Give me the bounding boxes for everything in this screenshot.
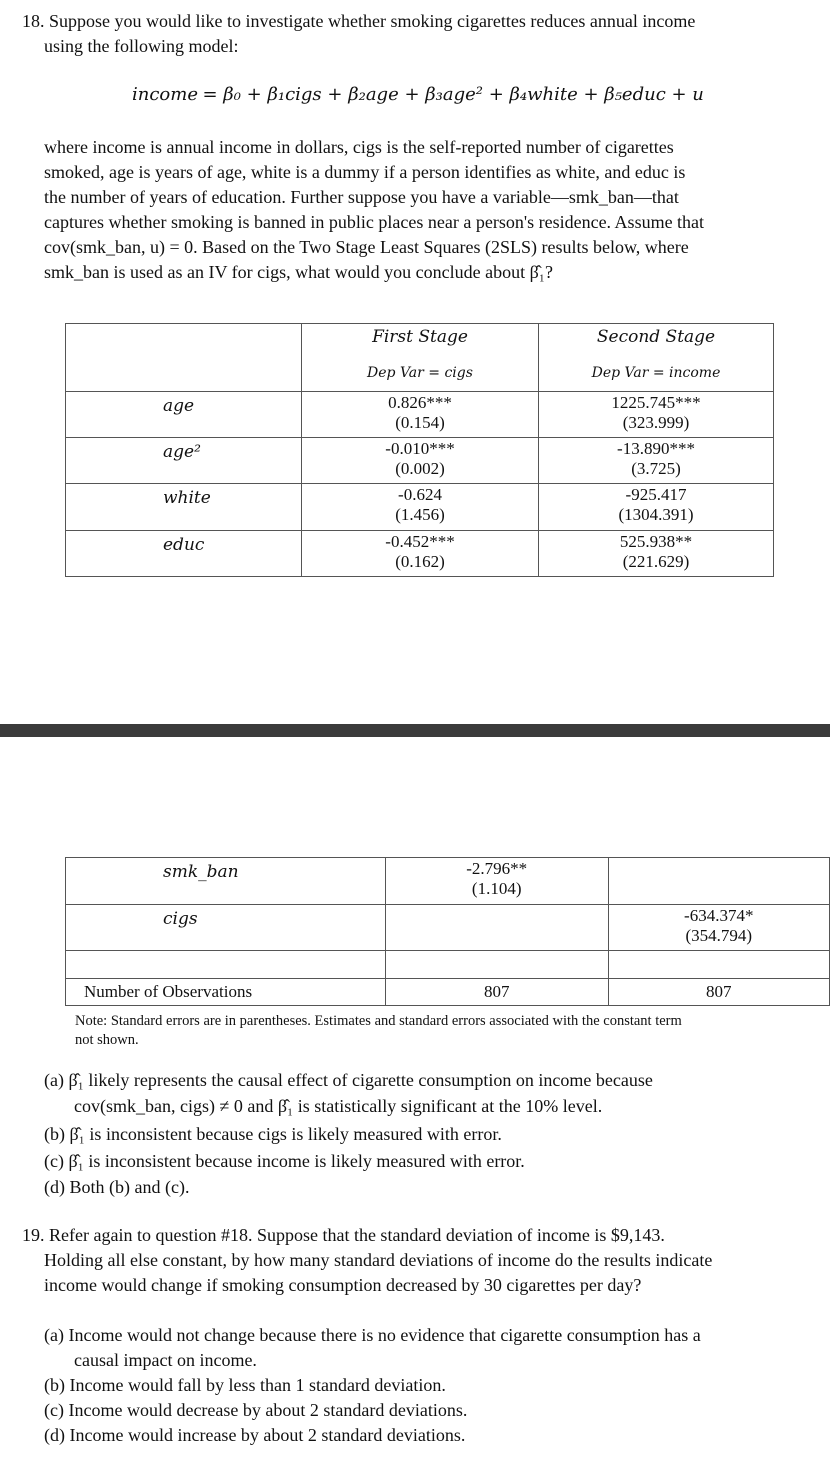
row-label: smk_ban <box>66 858 386 905</box>
table-row: white -0.624 (1.456) -925.417 (1304.391) <box>66 484 774 531</box>
row-label: cigs <box>66 905 386 951</box>
row-label: age <box>66 392 302 438</box>
regression-table-top <box>65 323 774 577</box>
header-first-stage: First Stage <box>372 327 468 347</box>
observations-first: 807 <box>385 979 608 1006</box>
table-header-row <box>66 324 774 392</box>
row-label: age² <box>66 438 302 484</box>
page-separator-bar <box>0 724 830 737</box>
table-row: educ -0.452*** (0.162) 525.938** (221.629) <box>66 531 774 577</box>
equation-rhs: = β₀ + β₁cigs + β₂age + β₃age² + β₄white + β₅educ + u <box>202 84 704 105</box>
header-second-stage: Second Stage <box>596 327 716 347</box>
question-18-line2: using the following model: <box>44 36 239 56</box>
option-c[interactable]: (c) Income would decrease by about 2 standard deviations. <box>44 1400 468 1420</box>
observations-label: Number of Observations <box>66 979 386 1006</box>
option-d[interactable]: (d) Income would increase by about 2 standard deviations. <box>44 1425 466 1445</box>
depvar-second: Dep Var = income <box>591 365 721 381</box>
table-row: age 0.826*** (0.154) 1225.745*** (323.999) <box>66 392 774 438</box>
regression-equation: income = β₀ + β₁cigs + β₂age + β₃age² + β₄white + β₅educ + u <box>132 84 704 105</box>
row-label: white <box>66 484 302 531</box>
table-row: smk_ban -2.796** (1.104) <box>66 858 830 905</box>
option-a[interactable]: (a) β̂₁ likely represents the causal effect of cigarette consumption on income because <box>44 1070 653 1090</box>
table-row: age² -0.010*** (0.002) -13.890*** (3.725) <box>66 438 774 484</box>
row-label: educ <box>66 531 302 577</box>
regression-table-bottom <box>65 857 830 1006</box>
table-row: cigs -634.374* (354.794) <box>66 905 830 951</box>
observations-second: 807 <box>608 979 830 1006</box>
table-note: Note: Standard errors are in parentheses. Estimates and standard errors associated with the constant term not shown. <box>75 1013 682 1048</box>
option-a[interactable]: (a) Income would not change because there is no evidence that cigarette consumption has a <box>44 1325 701 1345</box>
question-number: 19. <box>22 1225 45 1245</box>
option-d[interactable]: (d) Both (b) and (c). <box>44 1177 190 1197</box>
table-spacer-row <box>66 951 830 979</box>
option-a-continued: causal impact on income. <box>74 1350 257 1370</box>
option-b[interactable]: (b) β̂₁ is inconsistent because cigs is likely measured with error. <box>44 1124 502 1144</box>
question-number: 18. <box>22 11 45 31</box>
option-b[interactable]: (b) Income would fall by less than 1 standard deviation. <box>44 1375 446 1395</box>
option-c[interactable]: (c) β̂₁ is inconsistent because income is likely measured with error. <box>44 1151 525 1171</box>
observations-row <box>66 979 830 1006</box>
question-18-line1: 18. Suppose you would like to investigate whether smoking cigarettes reduces annual income <box>22 11 696 31</box>
depvar-first: Dep Var = cigs <box>367 365 473 381</box>
option-a-continued: cov(smk_ban, cigs) ≠ 0 and β̂₁ is statistically significant at the 10% level. <box>74 1096 603 1116</box>
